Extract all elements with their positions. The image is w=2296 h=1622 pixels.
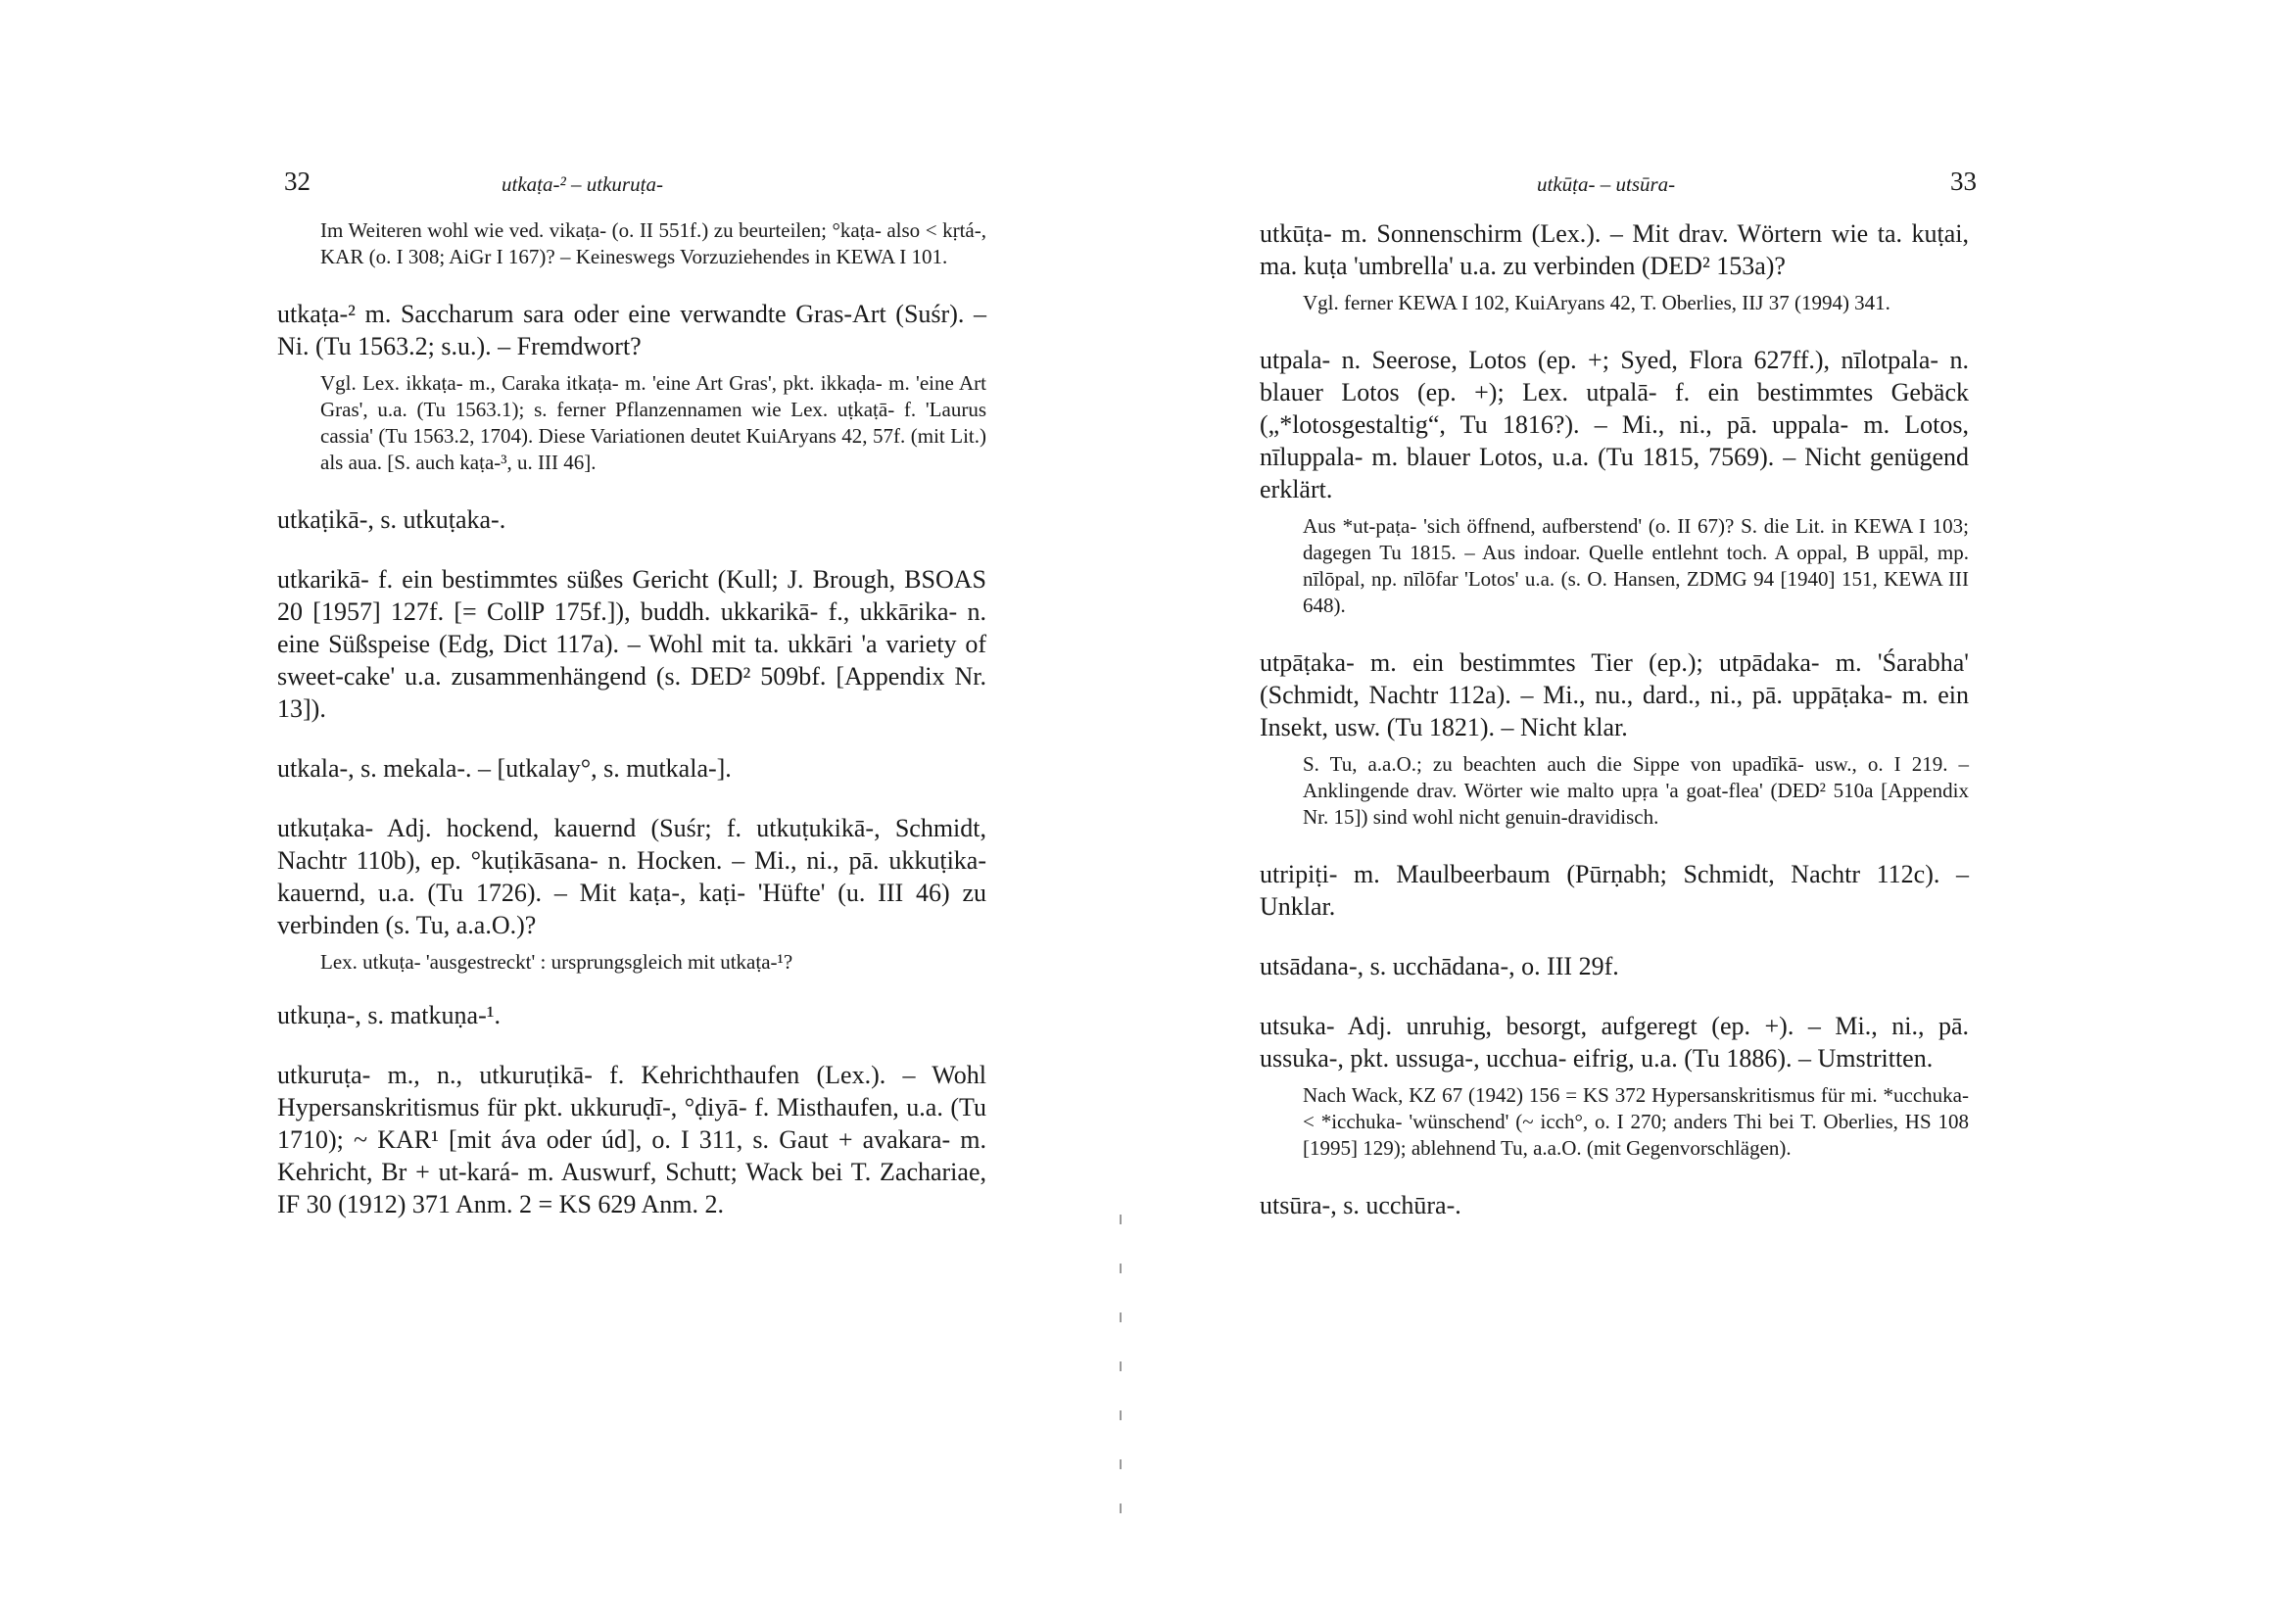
entry-utkuruta: utkuruṭa- m., n., utkuruṭikā- f. Kehrichthaufen (Lex.). – Wohl Hypersanskritismus für pkt. ukkuruḍī-, °ḍiyā- f. Misthaufen, u.a. (Tu 1710); ~ KAR¹ [mit áva oder úd], o. I 311, s. Gaut + avakara- m. Kehricht, Br + ut-kará- m. Auswurf, Schutt; Wack bei T. Zachariae, IF 30 (1912) 371 Anm. 2 = KS 629 Anm. 2. [277,1061,986,1218]
note-paragraph: Vgl. Lex. ikkaṭa- m., Caraka itkaṭa- m. 'eine Art Gras', pkt. ikkaḍa- m. 'eine Art Gras', u.a. (Tu 1563.1); s. ferner Pflanzennamen wie Lex. uṭkaṭā- f. 'Laurus cassia' (Tu 1563.2, 1704). Diese Variationen deutet KuiAryans 42, 57f. (mit Lit.) als aua. [S. auch kaṭa-³, u. III 46]. [320,371,986,474]
speckle [1120,1361,1122,1371]
entry-utkuta: utkūṭa- m. Sonnenschirm (Lex.). – Mit drav. Wörtern wie ta. kuṭai, ma. kuṭa 'umbrella' u.a. zu verbinden (DED² 153a)? [1260,219,1969,280]
entry-utpataka: utpāṭaka- m. ein bestimmtes Tier (ep.); utpādaka- m. 'Śarabha' (Schmidt, Nachtr 112a). – Mi., nu., dard., ni., pā. uppāṭaka- m. ein Insekt, usw. (Tu 1821). – Nicht klar. [1260,648,1969,741]
entry-utkatika: utkaṭikā-, s. utkuṭaka-. [277,505,506,534]
note-paragraph: S. Tu, a.a.O.; zu beachten auch die Sippe von upadīkā- usw., o. I 219. – Anklingende drav. Wörter wie malto upṛa 'a goat-flea' (DED² 510a [Appendix Nr. 15]) sind wohl nicht genuin-dravidisch. [1303,752,1969,829]
speckle [1120,1410,1122,1420]
entry-utsadana: utsādana-, s. ucchādana-, o. III 29f. [1260,952,1619,980]
entry-utkarika: utkarikā- f. ein bestimmtes süßes Gericht (Kull; J. Brough, BSOAS 20 [1957] 127f. [= CollP 175f.]), buddh. ukkarikā- f., ukkārika- n. eine Süßspeise (Edg, Dict 117a). – Wohl mit ta. ukkāri 'a variety of sweet-cake' u.a. zusammenhängend (s. DED² 509bf. [Appendix Nr. 13]). [277,565,986,723]
entry-utripiti: utripiṭi- m. Maulbeerbaum (Pūrṇabh; Schmidt, Nachtr 112c). – Unklar. [1260,860,1969,921]
left-column [277,217,986,1220]
note-paragraph: Im Weiteren wohl wie ved. vikaṭa- (o. II 551f.) zu beurteilen; °kaṭa- also < kṛtá-, KAR (o. I 308; AiGr I 167)? – Keineswegs Vorzuziehendes in KEWA I 101. [320,218,986,268]
note-paragraph: Nach Wack, KZ 67 (1942) 156 = KS 372 Hypersanskritismus für mi. *ucchuka- < *icchuka- 'wünschend' (~ icch°, o. I 270; anders Thi bei T. Oberlies, HS 108 [1995] 129); ablehnend Tu, a.a.O. (mit Gegenvorschlägen). [1303,1083,1969,1160]
note-paragraph: Lex. utkuṭa- 'ausgestreckt' : ursprungsgleich mit utkaṭa-¹? [320,950,793,974]
entry-utsura: utsūra-, s. ucchūra-. [1260,1191,1461,1219]
speckle [1120,1459,1122,1469]
page-number: 32 [284,167,311,196]
running-head: utkūṭa- – utsūra- [1537,172,1676,196]
entry-utkala: utkala-, s. mekala-. – [utkalay°, s. mutkala-]. [277,754,732,783]
speckle [1120,1264,1122,1273]
entry-utkutaka: utkuṭaka- Adj. hockend, kauernd (Suśr; f. utkuṭukikā-, Schmidt, Nachtr 110b), ep. °kuṭikāsana- n. Hocken. – Mi., ni., pā. ukkuṭika- kauernd, u.a. (Tu 1726). – Mit kaṭa-, kaṭi- 'Hüfte' (u. III 46) zu verbinden (s. Tu, a.a.O.)? [277,814,986,939]
entry-utpala: utpala- n. Seerose, Lotos (ep. +; Syed, Flora 627ff.), nīlotpala- n. blauer Lotos (ep. +); Lex. utpalā- f. ein bestimmtes Gebäck („*lotosgestaltig“, Tu 1816?). – Mi., ni., pā. uppala- m. Lotos, nīluppala- m. blauer Lotos, u.a. (Tu 1815, 7569). – Nicht genügend erklärt. [1260,346,1969,503]
speckle [1120,1215,1122,1224]
right-column [1260,217,1969,1221]
running-head: utkaṭa-² – utkuruṭa- [502,172,663,196]
entry-utkata-2: utkaṭa-² m. Saccharum sara oder eine verwandte Gras-Art (Suśr). – Ni. (Tu 1563.2; s.u.). – Fremdwort? [277,300,986,360]
page-number: 33 [1950,167,1977,196]
note-paragraph: Aus *ut-paṭa- 'sich öffnend, aufberstend' (o. II 67)? S. die Lit. in KEWA I 103; dagegen Tu 1815. – Aus indoar. Quelle entlehnt toch. A oppal, B uppāl, mp. nīlōpal, np. nīlōfar 'Lotos' u.a. (s. O. Hansen, ZDMG 94 [1940] 151, KEWA III 648). [1303,514,1969,617]
speckle [1120,1312,1122,1322]
note-paragraph: Vgl. ferner KEWA I 102, KuiAryans 42, T. Oberlies, IIJ 37 (1994) 341. [1303,291,1890,314]
speckle [1120,1503,1122,1513]
entry-utsuka: utsuka- Adj. unruhig, besorgt, aufgeregt (ep. +). – Mi., ni., pā. ussuka-, pkt. ussuga-, ucchua- eifrig, u.a. (Tu 1886). – Umstritten. [1260,1012,1969,1073]
right-page [1148,0,2296,1622]
entry-utkuna: utkuṇa-, s. matkuṇa-¹. [277,1001,502,1029]
